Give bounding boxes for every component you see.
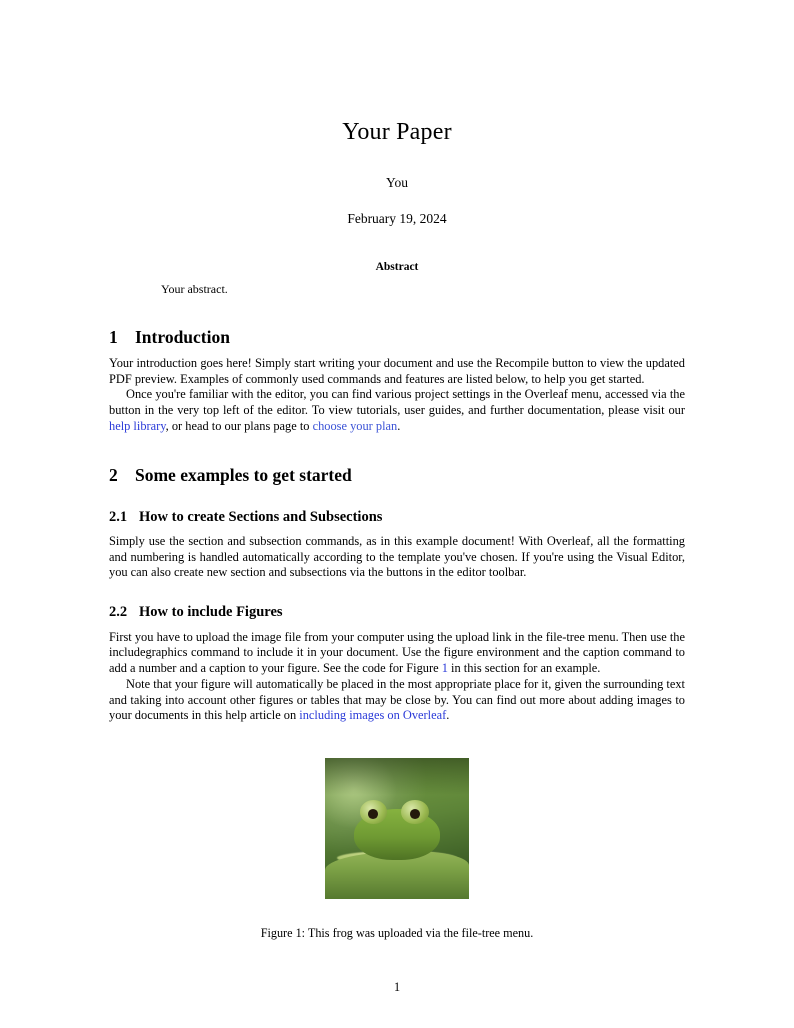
- paragraph-text: First you have to upload the image file from your computer using the upload link in the file-tree menu. Then use the includegraphics command to include it in your document. Use the figure environment and the caption command to add a number and a caption to your figure. See the code for Figure: [109, 629, 685, 676]
- section-heading-introduction: [109, 327, 685, 348]
- subsection-title: How to create Sections and Subsections: [139, 508, 383, 525]
- frog-image: [325, 758, 469, 899]
- paragraph: [109, 387, 685, 434]
- paragraph: Your introduction goes here! Simply start writing your document and use the Recompile button to view the updated PDF preview. Examples of commonly used commands and features are listed below, to help you get started.: [109, 355, 685, 386]
- frog-pupil-right: [410, 809, 420, 819]
- section-number: 2: [109, 464, 118, 485]
- frog-pupil-left: [368, 809, 378, 819]
- section-title: Introduction: [135, 326, 230, 347]
- paragraph-text: .: [446, 708, 450, 723]
- document-date: February 19, 2024: [347, 210, 447, 226]
- help-library-link[interactable]: help library: [109, 418, 166, 433]
- abstract-text: Your abstract.: [161, 281, 228, 296]
- page-title: Your Paper: [342, 119, 452, 145]
- paragraph-text: Note that your figure will automatically be placed in the most appropriate place for it, given the surrounding text and taking into account other figures or tables that may be close by. You can find out more about adding images to your documents in this help article on: [109, 676, 685, 723]
- figure-caption: Figure 1: This frog was uploaded via the file-tree menu.: [260, 926, 534, 941]
- section-heading-examples: [109, 465, 685, 486]
- paragraph: [109, 677, 685, 724]
- including-images-link[interactable]: including images on Overleaf: [299, 708, 447, 723]
- subsection-number: 2.1: [109, 508, 128, 525]
- figure-block: [109, 758, 685, 941]
- abstract-heading: Abstract: [375, 260, 419, 273]
- page-content: [109, 0, 685, 941]
- image-shadow: [325, 758, 469, 795]
- paragraph-text: .: [397, 418, 401, 433]
- figure-reference-link[interactable]: 1: [441, 661, 448, 676]
- paragraph-text: in this section for an example.: [447, 661, 601, 676]
- paragraph-text: Once you're familiar with the editor, you can find various project settings in the Overleaf menu, accessed via the button in the very top left of the editor. To view tutorials, user guides, and further documentation, please visit our: [109, 387, 685, 418]
- paragraph-text: , or head to our plans page to: [165, 418, 313, 433]
- section-title: Some examples to get started: [135, 464, 352, 485]
- section-number: 1: [109, 326, 118, 347]
- choose-your-plan-link[interactable]: choose your plan: [312, 418, 398, 433]
- paragraph: Simply use the section and subsection commands, as in this example document! With Overleaf, all the formatting and numbering is handled automatically according to the template you've chosen. If you're using the Visual Editor, you can also create new section and subsections via the buttons in the editor toolbar.: [109, 533, 685, 580]
- subsection-number: 2.2: [109, 604, 128, 621]
- subsection-heading-figures: [109, 604, 685, 621]
- paragraph: [109, 630, 685, 677]
- page-number: 1: [393, 980, 401, 994]
- subsection-title: How to include Figures: [139, 604, 283, 621]
- document-author: You: [386, 174, 408, 190]
- subsection-heading-sections: [109, 509, 685, 526]
